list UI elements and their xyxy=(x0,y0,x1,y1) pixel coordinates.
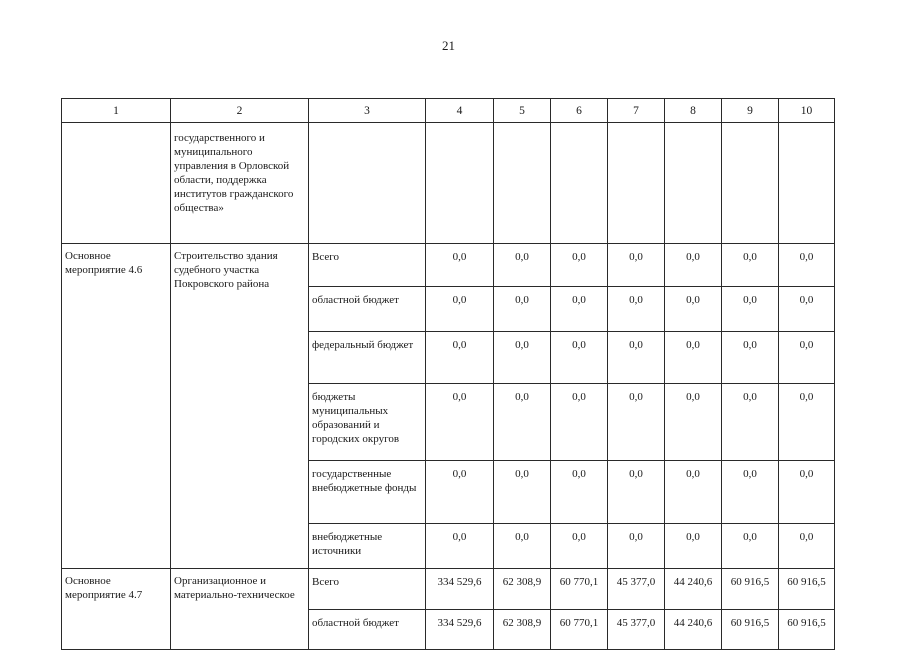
header-cell: 8 xyxy=(665,99,722,123)
table-row xyxy=(62,569,835,610)
empty-cell xyxy=(608,123,665,244)
funding-source: Всего xyxy=(309,244,426,287)
amount-cell: 0,0 xyxy=(779,524,835,569)
header-cell: 1 xyxy=(62,99,171,123)
header-cell: 3 xyxy=(309,99,426,123)
amount-cell: 0,0 xyxy=(551,287,608,332)
measure-description: Строительство здания судебного участка Покровского района xyxy=(171,244,309,569)
amount-cell: 0,0 xyxy=(608,461,665,524)
page-number: 21 xyxy=(442,38,455,53)
amount-cell: 60 916,5 xyxy=(779,569,835,610)
amount-cell: 60 916,5 xyxy=(779,610,835,650)
empty-cell xyxy=(309,123,426,244)
measure-name: Основное мероприятие 4.7 xyxy=(62,569,171,650)
amount-cell: 44 240,6 xyxy=(665,610,722,650)
header-cell: 6 xyxy=(551,99,608,123)
measures-body xyxy=(62,244,835,650)
amount-cell: 0,0 xyxy=(551,384,608,461)
amount-cell: 0,0 xyxy=(426,287,494,332)
amount-cell: 0,0 xyxy=(426,244,494,287)
amount-cell: 60 770,1 xyxy=(551,569,608,610)
amount-cell: 0,0 xyxy=(551,461,608,524)
empty-cell xyxy=(779,123,835,244)
amount-cell: 0,0 xyxy=(779,287,835,332)
amount-cell: 44 240,6 xyxy=(665,569,722,610)
amount-cell: 0,0 xyxy=(779,332,835,384)
amount-cell: 334 529,6 xyxy=(426,610,494,650)
empty-cell xyxy=(426,123,494,244)
amount-cell: 0,0 xyxy=(426,332,494,384)
measure-description-continued: государственного и муниципального управления в Орловской области, поддержка институтов гражданского общества» xyxy=(171,123,309,244)
amount-cell: 0,0 xyxy=(722,461,779,524)
funding-source: федеральный бюджет xyxy=(309,332,426,384)
amount-cell: 0,0 xyxy=(494,524,551,569)
amount-cell: 0,0 xyxy=(608,524,665,569)
amount-cell: 0,0 xyxy=(665,461,722,524)
amount-cell: 0,0 xyxy=(494,244,551,287)
amount-cell: 0,0 xyxy=(665,384,722,461)
amount-cell: 60 770,1 xyxy=(551,610,608,650)
amount-cell: 0,0 xyxy=(665,244,722,287)
amount-cell: 62 308,9 xyxy=(494,610,551,650)
amount-cell: 0,0 xyxy=(722,384,779,461)
amount-cell: 0,0 xyxy=(608,244,665,287)
header-cell: 2 xyxy=(171,99,309,123)
amount-cell: 62 308,9 xyxy=(494,569,551,610)
budget-table xyxy=(61,98,835,650)
amount-cell: 0,0 xyxy=(426,524,494,569)
amount-cell: 0,0 xyxy=(426,461,494,524)
continuation-row xyxy=(62,123,835,244)
measure-description: Организационное и материально-техническое xyxy=(171,569,309,650)
header-cell: 4 xyxy=(426,99,494,123)
header-cell: 7 xyxy=(608,99,665,123)
empty-cell xyxy=(665,123,722,244)
amount-cell: 0,0 xyxy=(494,332,551,384)
amount-cell: 334 529,6 xyxy=(426,569,494,610)
header-cell: 10 xyxy=(779,99,835,123)
amount-cell: 0,0 xyxy=(494,384,551,461)
funding-source: областной бюджет xyxy=(309,287,426,332)
funding-source: Всего xyxy=(309,569,426,610)
amount-cell: 60 916,5 xyxy=(722,569,779,610)
amount-cell: 0,0 xyxy=(551,244,608,287)
table-row xyxy=(62,244,835,287)
amount-cell: 45 377,0 xyxy=(608,569,665,610)
amount-cell: 0,0 xyxy=(722,332,779,384)
amount-cell: 0,0 xyxy=(665,524,722,569)
header-row xyxy=(62,99,835,123)
header-cell: 5 xyxy=(494,99,551,123)
funding-source: государственные внебюджетные фонды xyxy=(309,461,426,524)
amount-cell: 45 377,0 xyxy=(608,610,665,650)
amount-cell: 0,0 xyxy=(608,384,665,461)
funding-source: внебюджетные источники xyxy=(309,524,426,569)
amount-cell: 0,0 xyxy=(779,384,835,461)
empty-cell xyxy=(722,123,779,244)
amount-cell: 0,0 xyxy=(665,332,722,384)
funding-source: бюджеты муниципальных образований и городских округов xyxy=(309,384,426,461)
amount-cell: 0,0 xyxy=(426,384,494,461)
amount-cell: 0,0 xyxy=(608,287,665,332)
empty-cell xyxy=(494,123,551,244)
amount-cell: 0,0 xyxy=(722,244,779,287)
amount-cell: 0,0 xyxy=(608,332,665,384)
amount-cell: 0,0 xyxy=(722,524,779,569)
amount-cell: 0,0 xyxy=(779,244,835,287)
header-cell: 9 xyxy=(722,99,779,123)
amount-cell: 0,0 xyxy=(665,287,722,332)
amount-cell: 0,0 xyxy=(779,461,835,524)
amount-cell: 0,0 xyxy=(551,524,608,569)
empty-cell xyxy=(551,123,608,244)
amount-cell: 0,0 xyxy=(722,287,779,332)
funding-source: областной бюджет xyxy=(309,610,426,650)
amount-cell: 60 916,5 xyxy=(722,610,779,650)
measure-cell-empty xyxy=(62,123,171,244)
amount-cell: 0,0 xyxy=(551,332,608,384)
measure-name: Основное мероприятие 4.6 xyxy=(62,244,171,569)
amount-cell: 0,0 xyxy=(494,287,551,332)
amount-cell: 0,0 xyxy=(494,461,551,524)
